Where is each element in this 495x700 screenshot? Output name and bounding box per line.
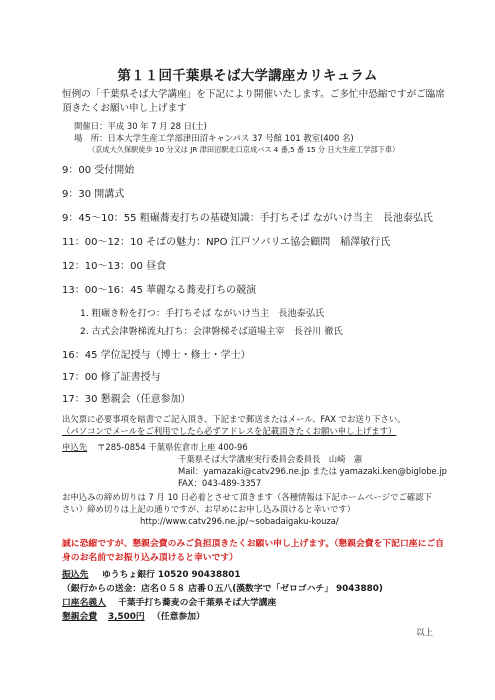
deadline-line-2: さい）締め切りは上記の通りですが、お早めにお申し込み頂けると幸いです） — [62, 504, 356, 514]
account-holder-label: 口座名義人 — [62, 598, 106, 608]
schedule-item: 9：45～10：55 粗碾蕎麦打ちの基礎知識：手打ちそば ながいけ当主 長池泰弘氏 — [62, 213, 433, 224]
schedule-item: 9：00 受付開始 — [62, 165, 135, 176]
closing-mark: 以上 — [416, 627, 433, 637]
payment-notice-line-1: 誠に恐縮ですが、懇親会費のみご負担頂きたくお願い申し上げます。（懇親会費を下記口座にご自 — [62, 539, 444, 549]
schedule-item: 13：00～16：45 華麗なる蕎麦打ちの競演 — [62, 285, 257, 296]
sub-item: 1. 粗碾き粉を打つ：手打ちそば ながいけ当主 長池泰弘氏 — [80, 308, 325, 319]
bank-label: 振込先 — [62, 570, 89, 580]
fee-label: 懇親会費 — [62, 612, 98, 622]
schedule-item: 16：45 学位記授与（博士・修士・学士） — [62, 350, 251, 361]
fee-amount: 3,500円 — [108, 612, 145, 622]
application-address: 〒285-0854 千葉県佐倉市上座 400-96 — [97, 442, 248, 452]
sub-item: 2. 古式会津磐梯流丸打ち：会津磐梯そば道場主宰 長谷川 徹氏 — [80, 326, 343, 337]
contact-fax: FAX：043-489-3357 — [178, 478, 262, 488]
application-instruction: 出欠票に必要事項を暗書でご記入頂き、下記まで郵送またはメール、FAX でお送り下さい。 — [62, 414, 406, 424]
schedule-item: 17：00 修了証書授与 — [62, 372, 161, 383]
payment-notice-line-2: 身のお名前でお振り込み頂けると幸いです） — [62, 553, 238, 563]
homepage-link[interactable]: http://www.catv296.ne.jp/~sobadaigaku-kouza/ — [140, 516, 339, 526]
intro-line-1: 恒例の「千葉県そば大学講座」を下記により開催いたします。ご多忙中恐縮ですがご臨席 — [62, 89, 445, 100]
event-access: （京成大久保駅徒歩 10 分又は JR 津田沼駅北口京成バス 4 番,5 番 15 分 日大生産工学部下車） — [88, 145, 400, 154]
page-title: 第１１回千葉県そば大学講座カリキュラム — [117, 68, 378, 84]
schedule-item: 11：00～12：10 そばの魅力：NPO 江戸ソバリエ協会顧問 稲澤敏行氏 — [62, 237, 391, 248]
schedule-item: 9：30 開講式 — [62, 189, 125, 200]
deadline-line-1: お申込みの締め切りは 7 月 10 日必着とさせて頂きます（各種情報は下記ホームページでご確認下 — [62, 492, 432, 502]
event-venue: 場 所：日本大学生産工学部津田沼キャンパス 37 号館 101 教室(400 名) — [74, 133, 354, 143]
schedule-item: 17：30 懇親会（任意参加） — [62, 394, 191, 405]
account-holder: 千葉手打ち蕎麦の会千葉県そば大学講座 — [118, 598, 277, 608]
schedule-item: 12：10～13：00 昼食 — [62, 261, 167, 272]
bank-account: ゆうちょ銀行 10520 90438801 — [102, 570, 241, 580]
other-bank-transfer: （銀行からの送金：店名０５８ 店番０五八(漢数字で「ゼロゴハチ」 9043880) — [62, 584, 383, 594]
fee-note: （任意参加） — [152, 612, 205, 622]
contact-mail: Mail：yamazaki@catv296.ne.jp または yamazaki.ken@biglobe.jp — [178, 466, 448, 476]
application-label: 申込先 — [62, 442, 88, 452]
committee-chair: 千葉県そば大学講座実行委員会委員長 山崎 憲 — [178, 454, 363, 464]
intro-line-2: 頂きたくお願い申し上げます — [62, 103, 187, 114]
application-email-note: （パソコンでメールをご利用でしたら必ずアドレスを記載頂きたくお願い申し上げます） — [62, 426, 397, 436]
event-date: 開催日：平成 30 年 7 月 28 日(土) — [74, 121, 207, 131]
